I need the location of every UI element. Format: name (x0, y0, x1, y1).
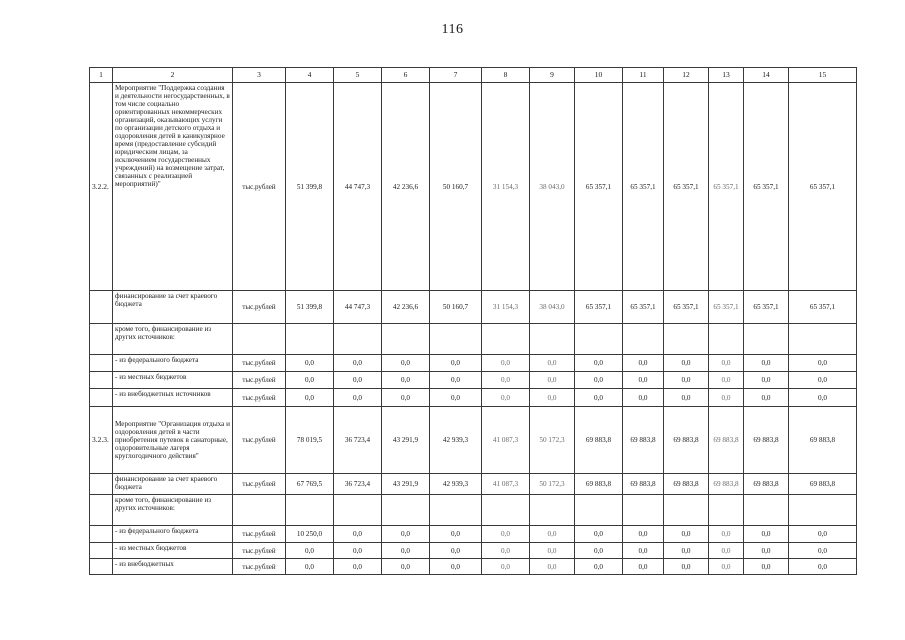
row-code (90, 355, 113, 372)
row-code: 3.2.2. (90, 83, 113, 291)
value-cell: 50 172,3 (530, 474, 575, 495)
column-header: 10 (575, 68, 623, 83)
row-unit: тыс.рублей (233, 543, 286, 559)
row-description: - из внебюджетных (113, 559, 233, 575)
column-header: 2 (113, 68, 233, 83)
value-cell: 0,0 (709, 526, 744, 543)
table-row (90, 324, 857, 355)
row-description: - из федерального бюджета (113, 355, 233, 372)
column-header: 6 (382, 68, 430, 83)
table-row (90, 526, 857, 543)
value-cell: 0,0 (286, 543, 334, 559)
value-cell: 0,0 (623, 559, 664, 575)
value-cell: 0,0 (744, 559, 789, 575)
value-cell: 50 160,7 (430, 83, 482, 291)
row-code: 3.2.3. (90, 407, 113, 474)
value-cell: 0,0 (789, 526, 857, 543)
value-cell: 0,0 (744, 372, 789, 389)
value-cell: 0,0 (789, 543, 857, 559)
value-cell: 0,0 (709, 543, 744, 559)
row-description: - из местных бюджетов (113, 372, 233, 389)
value-cell: 65 357,1 (623, 291, 664, 324)
value-cell: 0,0 (530, 543, 575, 559)
table-row (90, 83, 857, 291)
value-cell: 0,0 (334, 389, 382, 407)
value-cell: 65 357,1 (789, 83, 857, 291)
value-cell: 0,0 (664, 389, 709, 407)
value-cell: 65 357,1 (709, 291, 744, 324)
table-row (90, 474, 857, 495)
value-cell (664, 324, 709, 355)
value-cell: 0,0 (623, 372, 664, 389)
value-cell: 65 357,1 (664, 291, 709, 324)
value-cell: 0,0 (334, 559, 382, 575)
column-header: 1 (90, 68, 113, 83)
value-cell: 0,0 (623, 355, 664, 372)
value-cell: 0,0 (575, 372, 623, 389)
value-cell: 69 883,8 (744, 474, 789, 495)
value-cell: 42 236,6 (382, 83, 430, 291)
value-cell: 0,0 (430, 372, 482, 389)
value-cell: 69 883,8 (623, 474, 664, 495)
value-cell: 42 939,3 (430, 407, 482, 474)
row-unit: тыс.рублей (233, 372, 286, 389)
table-row (90, 559, 857, 575)
value-cell: 43 291,9 (382, 474, 430, 495)
value-cell: 0,0 (709, 355, 744, 372)
value-cell: 36 723,4 (334, 474, 382, 495)
value-cell: 0,0 (530, 372, 575, 389)
row-unit: тыс.рублей (233, 474, 286, 495)
value-cell: 65 357,1 (575, 83, 623, 291)
column-header: 8 (482, 68, 530, 83)
value-cell: 0,0 (286, 372, 334, 389)
row-unit: тыс.рублей (233, 83, 286, 291)
value-cell: 44 747,3 (334, 83, 382, 291)
value-cell (709, 324, 744, 355)
value-cell: 0,0 (482, 543, 530, 559)
value-cell: 0,0 (530, 389, 575, 407)
value-cell: 51 399,8 (286, 291, 334, 324)
value-cell: 31 154,3 (482, 291, 530, 324)
value-cell: 65 357,1 (575, 291, 623, 324)
value-cell: 41 087,3 (482, 474, 530, 495)
value-cell (664, 495, 709, 526)
value-cell: 0,0 (623, 543, 664, 559)
value-cell: 42 939,3 (430, 474, 482, 495)
value-cell: 0,0 (709, 389, 744, 407)
value-cell: 0,0 (430, 526, 482, 543)
value-cell: 65 357,1 (744, 291, 789, 324)
value-cell: 0,0 (709, 559, 744, 575)
value-cell: 0,0 (430, 543, 482, 559)
value-cell: 69 883,8 (709, 474, 744, 495)
value-cell: 0,0 (623, 389, 664, 407)
value-cell (744, 495, 789, 526)
row-description: - из местных бюджетов (113, 543, 233, 559)
column-header: 3 (233, 68, 286, 83)
value-cell: 0,0 (530, 355, 575, 372)
value-cell (482, 324, 530, 355)
row-code (90, 324, 113, 355)
value-cell: 65 357,1 (623, 83, 664, 291)
table-row (90, 389, 857, 407)
value-cell: 0,0 (530, 559, 575, 575)
value-cell: 0,0 (482, 372, 530, 389)
value-cell: 42 236,6 (382, 291, 430, 324)
value-cell: 0,0 (430, 355, 482, 372)
table-row (90, 543, 857, 559)
value-cell: 0,0 (744, 526, 789, 543)
row-unit: тыс.рублей (233, 559, 286, 575)
row-unit: тыс.рублей (233, 389, 286, 407)
value-cell: 0,0 (382, 543, 430, 559)
value-cell: 69 883,8 (623, 407, 664, 474)
value-cell: 69 883,8 (664, 474, 709, 495)
row-description: - из федерального бюджета (113, 526, 233, 543)
row-unit: тыс.рублей (233, 355, 286, 372)
value-cell (623, 495, 664, 526)
value-cell (382, 495, 430, 526)
value-cell: 0,0 (744, 389, 789, 407)
row-code (90, 495, 113, 526)
value-cell (482, 495, 530, 526)
row-description: финансирование за счет краевого бюджета (113, 474, 233, 495)
value-cell: 0,0 (744, 355, 789, 372)
value-cell: 0,0 (664, 372, 709, 389)
value-cell: 51 399,8 (286, 83, 334, 291)
value-cell: 0,0 (482, 389, 530, 407)
value-cell: 50 160,7 (430, 291, 482, 324)
value-cell: 0,0 (575, 526, 623, 543)
value-cell: 0,0 (789, 559, 857, 575)
value-cell: 65 357,1 (789, 291, 857, 324)
value-cell (744, 324, 789, 355)
table-row (90, 291, 857, 324)
row-description: Мероприятие "Поддержка создания и деятельности негосударственных, в том числе социально ориентированных некоммерческих организаций, оказывающих услуги по организации детского отдыха и оздоровления детей в каникулярное время (предоставление субсидий юридическим лицам, за исключением государственных учреждений) на возмещение затрат, связанных с реализацией мероприятий)" (113, 83, 233, 291)
row-description: кроме того, финансирование из других источников: (113, 495, 233, 526)
row-unit (233, 495, 286, 526)
value-cell: 69 883,8 (709, 407, 744, 474)
value-cell: 0,0 (382, 355, 430, 372)
row-code (90, 559, 113, 575)
row-code (90, 526, 113, 543)
page-number: 116 (441, 22, 464, 37)
value-cell: 0,0 (334, 372, 382, 389)
table-body (90, 83, 857, 575)
column-header: 4 (286, 68, 334, 83)
value-cell: 69 883,8 (789, 407, 857, 474)
value-cell: 0,0 (664, 526, 709, 543)
row-description: кроме того, финансирование из других источников: (113, 324, 233, 355)
value-cell: 69 883,8 (575, 474, 623, 495)
value-cell: 0,0 (430, 559, 482, 575)
value-cell: 0,0 (286, 559, 334, 575)
value-cell: 0,0 (575, 355, 623, 372)
value-cell: 0,0 (430, 389, 482, 407)
row-code (90, 291, 113, 324)
column-header: 11 (623, 68, 664, 83)
value-cell: 0,0 (382, 526, 430, 543)
value-cell: 44 747,3 (334, 291, 382, 324)
table-row (90, 495, 857, 526)
value-cell: 0,0 (530, 526, 575, 543)
value-cell: 38 043,0 (530, 83, 575, 291)
value-cell: 0,0 (789, 372, 857, 389)
value-cell: 41 087,3 (482, 407, 530, 474)
row-code (90, 389, 113, 407)
value-cell: 50 172,3 (530, 407, 575, 474)
value-cell: 31 154,3 (482, 83, 530, 291)
value-cell: 67 769,5 (286, 474, 334, 495)
value-cell: 0,0 (575, 559, 623, 575)
column-header: 12 (664, 68, 709, 83)
value-cell: 0,0 (334, 526, 382, 543)
value-cell (286, 324, 334, 355)
value-cell (530, 324, 575, 355)
value-cell (575, 495, 623, 526)
value-cell: 69 883,8 (744, 407, 789, 474)
value-cell: 0,0 (575, 543, 623, 559)
row-description: - из внебюджетных источников (113, 389, 233, 407)
value-cell: 0,0 (744, 543, 789, 559)
column-header: 13 (709, 68, 744, 83)
column-header: 7 (430, 68, 482, 83)
value-cell: 78 019,5 (286, 407, 334, 474)
value-cell: 0,0 (482, 559, 530, 575)
value-cell (382, 324, 430, 355)
value-cell: 0,0 (575, 389, 623, 407)
row-unit: тыс.рублей (233, 526, 286, 543)
value-cell: 0,0 (709, 372, 744, 389)
value-cell (575, 324, 623, 355)
value-cell: 0,0 (334, 543, 382, 559)
value-cell: 38 043,0 (530, 291, 575, 324)
value-cell: 10 250,0 (286, 526, 334, 543)
value-cell: 0,0 (789, 389, 857, 407)
value-cell: 36 723,4 (334, 407, 382, 474)
row-unit: тыс.рублей (233, 407, 286, 474)
value-cell (430, 324, 482, 355)
row-code (90, 543, 113, 559)
value-cell: 0,0 (623, 526, 664, 543)
value-cell: 0,0 (382, 389, 430, 407)
row-code (90, 474, 113, 495)
value-cell: 65 357,1 (744, 83, 789, 291)
value-cell: 0,0 (334, 355, 382, 372)
table-row (90, 372, 857, 389)
row-description: финансирование за счет краевого бюджета (113, 291, 233, 324)
value-cell (789, 324, 857, 355)
value-cell: 69 883,8 (664, 407, 709, 474)
value-cell: 0,0 (664, 355, 709, 372)
row-unit (233, 324, 286, 355)
value-cell (286, 495, 334, 526)
row-unit: тыс.рублей (233, 291, 286, 324)
value-cell: 69 883,8 (575, 407, 623, 474)
table-row (90, 355, 857, 372)
value-cell: 0,0 (664, 543, 709, 559)
value-cell: 69 883,8 (789, 474, 857, 495)
value-cell: 0,0 (789, 355, 857, 372)
value-cell (709, 495, 744, 526)
value-cell (623, 324, 664, 355)
value-cell: 0,0 (482, 355, 530, 372)
value-cell: 43 291,9 (382, 407, 430, 474)
header-row (90, 68, 857, 83)
value-cell (530, 495, 575, 526)
value-cell: 0,0 (286, 355, 334, 372)
value-cell: 0,0 (382, 372, 430, 389)
value-cell: 0,0 (664, 559, 709, 575)
value-cell (334, 324, 382, 355)
value-cell: 0,0 (482, 526, 530, 543)
value-cell (430, 495, 482, 526)
budget-table (89, 67, 857, 575)
value-cell: 65 357,1 (709, 83, 744, 291)
column-header: 9 (530, 68, 575, 83)
value-cell: 0,0 (286, 389, 334, 407)
row-description: Мероприятие "Организация отдыха и оздоровления детей в части приобретения путевок в санаторные, оздоровительные лагеря круглогодичного действия" (113, 407, 233, 474)
table-row (90, 407, 857, 474)
column-header: 15 (789, 68, 857, 83)
value-cell: 0,0 (382, 559, 430, 575)
value-cell (334, 495, 382, 526)
value-cell (789, 495, 857, 526)
row-code (90, 372, 113, 389)
value-cell: 65 357,1 (664, 83, 709, 291)
column-header: 5 (334, 68, 382, 83)
column-header: 14 (744, 68, 789, 83)
